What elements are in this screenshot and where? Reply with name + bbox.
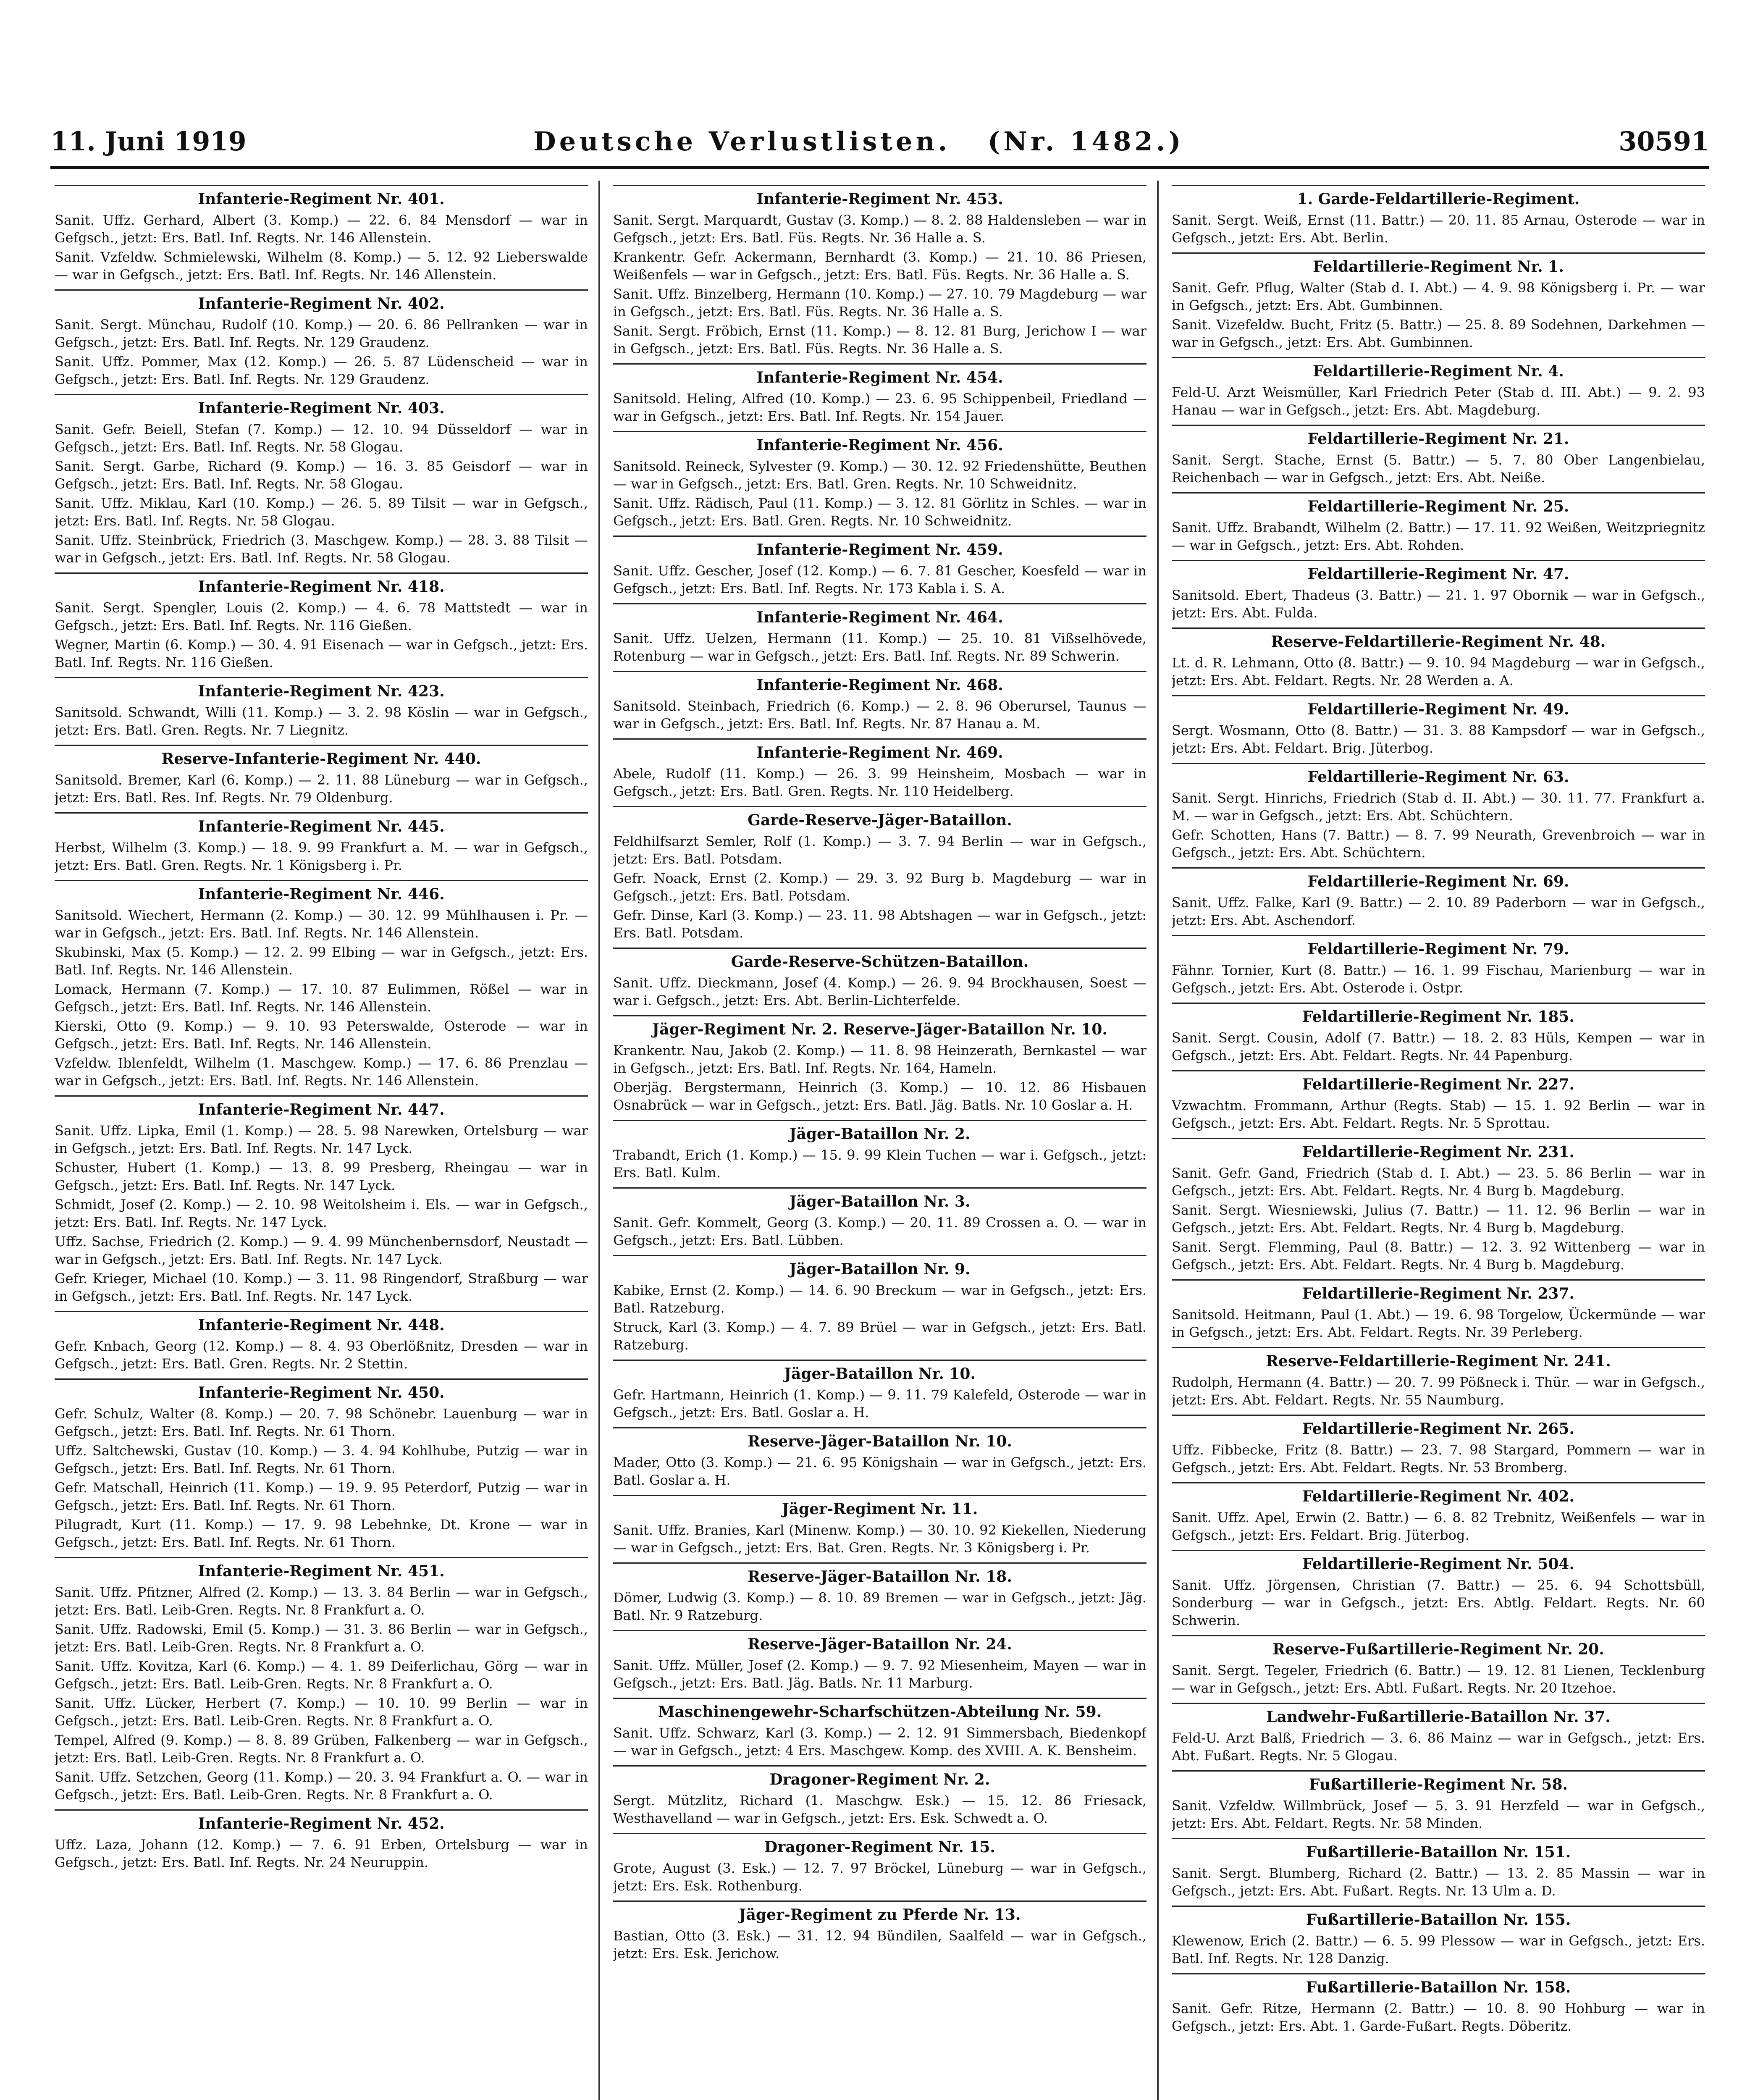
casualty-entry: Lt. d. R. Lehmann, Otto (8. Battr.) — 9. 10. 94 Magdeburg — war in Gefgsch., jetzt: Ers. Abt. Feldart. Regts. Nr. 28 Werden a. A. <box>1172 655 1705 688</box>
regiment-section <box>613 431 1146 530</box>
regiment-section <box>613 1698 1146 1759</box>
section-title: Feldartillerie-Regiment Nr. 237. <box>1172 1279 1705 1303</box>
section-title: Reserve-Feldartillerie-Regiment Nr. 241. <box>1172 1347 1705 1371</box>
casualty-entry: Sanit. Uffz. Uelzen, Hermann (11. Komp.) — 25. 10. 81 Vißselhövede, Rotenburg — war in Gefgsch., jetzt: Ers. Batl. Inf. Regts. Nr. 89 Schwerin. <box>613 630 1146 664</box>
casualty-entry: Sanit. Uffz. Kovitza, Karl (6. Komp.) — 4. 1. 89 Deiferlichau, Görg — war in Gefgsch., jetzt: Ers. Batl. Leib-Gren. Regts. Nr. 8 Frankfurt a. O. <box>55 1658 588 1692</box>
section-title: Infanterie-Regiment Nr. 447. <box>55 1095 588 1119</box>
section-title: Infanterie-Regiment Nr. 464. <box>613 603 1146 627</box>
regiment-section <box>55 677 588 739</box>
column-divider-1 <box>598 181 600 2100</box>
casualty-entry: Gefr. Hartmann, Heinrich (1. Komp.) — 9. 11. 79 Kalefeld, Osterode — war in Gefgsch., jetzt: Ers. Batl. Goslar a. H. <box>613 1387 1146 1420</box>
regiment-section <box>1172 1770 1705 1832</box>
section-title: Feldartillerie-Regiment Nr. 79. <box>1172 935 1705 959</box>
casualty-entry: Sanit. Sergt. Tegeler, Friedrich (6. Battr.) — 19. 12. 81 Lienen, Tecklenburg — war in Gefgsch., jetzt: Ers. Abtl. Fußart. Regts. Nr. 20 Itzehoe. <box>1172 1662 1705 1696</box>
casualty-entry: Sanit. Vzfeldw. Willmbrück, Josef — 5. 3. 91 Herzfeld — war in Gefgsch., jetzt: Ers. Abt. Feldart. Regts. Nr. 58 Minden. <box>1172 1798 1705 1831</box>
casualty-entry: Oberjäg. Bergstermann, Heinrich (3. Komp.) — 10. 12. 86 Hisbauen Osnabrück — war in Gefgsch., jetzt: Ers. Batl. Jäg. Batls. Nr. 10 Goslar a. H. <box>613 1079 1146 1113</box>
regiment-section <box>55 1095 588 1305</box>
casualty-entry: Gefr. Schotten, Hans (7. Battr.) — 8. 7. 99 Neurath, Grevenbroich — war in Gefgsch., jetzt: Ers. Abt. Schüchtern. <box>1172 827 1705 861</box>
section-title: Jäger-Regiment Nr. 11. <box>613 1495 1146 1519</box>
casualty-entry: Sanit. Uffz. Rädisch, Paul (11. Komp.) — 3. 12. 81 Görlitz in Schles. — war in Gefgsch., jetzt: Ers. Batl. Gren. Regts. Nr. 10 Schweidnitz. <box>613 495 1146 529</box>
casualty-entry: Sanit. Sergt. Garbe, Richard (9. Komp.) — 16. 3. 85 Geisdorf — war in Gefgsch., jetzt: Ers. Batl. Inf. Regts. Nr. 58 Glogau. <box>55 458 588 492</box>
regiment-section <box>613 1900 1146 1962</box>
casualty-entry: Vzfeldw. Iblenfeldt, Wilhelm (1. Maschgew. Komp.) — 17. 6. 86 Prenzlau — war in Gefgsch., jetzt: Ers. Batl. Inf. Regts. Nr. 146 Allenstein. <box>55 1055 588 1089</box>
section-title: Infanterie-Regiment Nr. 468. <box>613 671 1146 695</box>
casualty-entry: Gefr. Schulz, Walter (8. Komp.) — 20. 7. 98 Schönebr. Lauenburg — war in Gefgsch., jetzt: Ers. Batl. Inf. Regts. Nr. 61 Thorn. <box>55 1406 588 1439</box>
section-title: Infanterie-Regiment Nr. 456. <box>613 431 1146 455</box>
casualty-entry: Sanitsold. Schwandt, Willi (11. Komp.) — 3. 2. 98 Köslin — war in Gefgsch., jetzt: Ers. Batl. Gren. Regts. Nr. 7 Liegnitz. <box>55 704 588 738</box>
casualty-entry: Sanit. Uffz. Pfitzner, Alfred (2. Komp.) — 13. 3. 84 Berlin — war in Gefgsch., jetzt: Ers. Batl. Leib-Gren. Regts. Nr. 8 Frankfurt a. O. <box>55 1584 588 1618</box>
section-title: Dragoner-Regiment Nr. 2. <box>613 1765 1146 1789</box>
casualty-entry: Sanit. Gefr. Pflug, Walter (Stab d. I. Abt.) — 4. 9. 98 Königsberg i. Pr. — war in Gefgsch., jetzt: Ers. Abt. Gumbinnen. <box>1172 280 1705 313</box>
casualty-entry: Sergt. Wosmann, Otto (8. Battr.) — 31. 3. 88 Kampsdorf — war in Gefgsch., jetzt: Ers. Abt. Feldart. Brig. Jüterbog. <box>1172 722 1705 756</box>
casualty-entry: Sanit. Uffz. Gerhard, Albert (3. Komp.) — 22. 6. 84 Mensdorf — war in Gefgsch., jetzt: Ers. Batl. Inf. Regts. Nr. 146 Allenstein. <box>55 212 588 246</box>
casualty-entry: Sanit. Uffz. Pommer, Max (12. Komp.) — 26. 5. 87 Lüdenscheid — war in Gefgsch., jetzt: Ers. Batl. Inf. Regts. Nr. 129 Graudenz. <box>55 354 588 387</box>
casualty-entry: Sanitsold. Wiechert, Hermann (2. Komp.) — 30. 12. 99 Mühlhausen i. Pr. — war in Gefgsch., jetzt: Ers. Batl. Inf. Regts. Nr. 146 Allenstein. <box>55 907 588 941</box>
casualty-entry: Wegner, Martin (6. Komp.) — 30. 4. 91 Eisenach — war in Gefgsch., jetzt: Ers. Batl. Inf. Regts. Nr. 116 Gießen. <box>55 637 588 670</box>
casualty-entry: Lomack, Hermann (7. Komp.) — 17. 10. 87 Eulimmen, Rößel — war in Gefgsch., jetzt: Ers. Batl. Inf. Regts. Nr. 146 Allenstein. <box>55 981 588 1015</box>
section-title: Infanterie-Regiment Nr. 451. <box>55 1557 588 1581</box>
casualty-entry: Uffz. Laza, Johann (12. Komp.) — 7. 6. 91 Erben, Ortelsburg — war in Gefgsch., jetzt: Ers. Batl. Inf. Regts. Nr. 24 Neuruppin. <box>55 1837 588 1870</box>
casualty-entry: Klewenow, Erich (2. Battr.) — 6. 5. 99 Plessow — war in Gefgsch., jetzt: Ers. Batl. Inf. Regts. Nr. 128 Danzig. <box>1172 1933 1705 1966</box>
casualty-entry: Sanit. Uffz. Falke, Karl (9. Battr.) — 2. 10. 89 Paderborn — war in Gefgsch., jetzt: Ers. Abt. Aschendorf. <box>1172 895 1705 928</box>
regiment-section <box>613 948 1146 1009</box>
casualty-entry: Sanit. Gefr. Ritze, Hermann (2. Battr.) — 10. 8. 90 Hohburg — war in Gefgsch., jetzt: Ers. Abt. 1. Garde-Fußart. Regts. Döberitz. <box>1172 2000 1705 2034</box>
casualty-entry: Krankentr. Nau, Jakob (2. Komp.) — 11. 8. 98 Heinzerath, Bernkastel — war in Gefgsch., jetzt: Ers. Batl. Inf. Regts. Nr. 164, Hameln. <box>613 1042 1146 1076</box>
section-title: Feldartillerie-Regiment Nr. 227. <box>1172 1070 1705 1094</box>
regiment-section <box>613 1120 1146 1181</box>
regiment-section <box>613 185 1146 357</box>
regiment-section <box>613 1833 1146 1895</box>
section-title: Fußartillerie-Bataillon Nr. 158. <box>1172 1973 1705 1997</box>
casualty-entry: Sanitsold. Heling, Alfred (10. Komp.) — 23. 6. 95 Schippenbeil, Friedland — war in Gefgsch., jetzt: Ers. Batl. Inf. Regts. Nr. 154 Jauer. <box>613 391 1146 424</box>
section-title: Feldartillerie-Regiment Nr. 231. <box>1172 1138 1705 1162</box>
section-title: Jäger-Bataillon Nr. 10. <box>613 1360 1146 1383</box>
regiment-section <box>1172 1703 1705 1764</box>
casualty-entry: Sanit. Uffz. Jörgensen, Christian (7. Battr.) — 25. 6. 94 Schottsbüll, Sonderburg — war in Gefgsch., jetzt: Ers. Abtlg. Feldart. Regts. Nr. 60 Schwerin. <box>1172 1577 1705 1628</box>
regiment-section <box>1172 1973 1705 2035</box>
regiment-section <box>613 1427 1146 1489</box>
section-title: Infanterie-Regiment Nr. 446. <box>55 880 588 904</box>
regiment-section <box>1172 1070 1705 1132</box>
casualty-entry: Sanit. Sergt. Flemming, Paul (8. Battr.) — 12. 3. 92 Wittenberg — war in Gefgsch., jetzt: Ers. Abt. Feldart. Regts. Nr. 4 Burg b. Magdeburg. <box>1172 1239 1705 1273</box>
casualty-entry: Sanit. Uffz. Apel, Erwin (2. Battr.) — 6. 8. 82 Trebnitz, Weißenfels — war in Gefgsch., jetzt: Ers. Feldart. Brig. Jüterbog. <box>1172 1509 1705 1543</box>
regiment-section <box>55 1311 588 1373</box>
casualty-entry: Sanit. Vizefeldw. Bucht, Fritz (5. Battr.) — 25. 8. 89 Sodehnen, Darkehmen — war in Gefgsch., jetzt: Ers. Abt. Gumbinnen. <box>1172 317 1705 350</box>
casualty-entry: Struck, Karl (3. Komp.) — 4. 7. 89 Brüel — war in Gefgsch., jetzt: Ers. Batl. Ratzeburg. <box>613 1319 1146 1353</box>
casualty-entry: Sanit. Sergt. Stache, Ernst (5. Battr.) — 5. 7. 80 Ober Langenbielau, Reichenbach — war in Gefgsch., jetzt: Ers. Abt. Neiße. <box>1172 452 1705 486</box>
regiment-section <box>1172 1550 1705 1629</box>
regiment-section <box>1172 1906 1705 1967</box>
casualty-entry: Uffz. Sachse, Friedrich (2. Komp.) — 9. 4. 99 Münchenbernsdorf, Neustadt — war in Gefgsch., jetzt: Ers. Batl. Inf. Regts. Nr. 147 Lyck. <box>55 1234 588 1267</box>
casualty-entry: Sanit. Uffz. Branies, Karl (Minenw. Komp.) — 30. 10. 92 Kiekellen, Niederung — war in Gefgsch., jetzt: Ers. Bat. Gren. Regts. Nr. 3 Königsberg i. Pr. <box>613 1522 1146 1556</box>
section-title: Reserve-Feldartillerie-Regiment Nr. 48. <box>1172 627 1705 651</box>
section-title: Infanterie-Regiment Nr. 445. <box>55 812 588 836</box>
regiment-section <box>1172 867 1705 929</box>
publication-title: Deutsche Verlustlisten. <box>533 126 951 157</box>
regiment-section <box>1172 627 1705 689</box>
casualty-entry: Sanit. Uffz. Lipka, Emil (1. Komp.) — 28. 5. 98 Narewken, Ortelsburg — war in Gefgsch., jetzt: Ers. Batl. Inf. Regts. Nr. 147 Lyck. <box>55 1123 588 1156</box>
casualty-entry: Sergt. Mützlitz, Richard (1. Maschgw. Esk.) — 15. 12. 86 Friesack, Westhavelland — war in Gefgsch., jetzt: Ers. Esk. Schwedt a. O. <box>613 1793 1146 1826</box>
section-title: Feldartillerie-Regiment Nr. 4. <box>1172 357 1705 381</box>
section-title: Reserve-Jäger-Bataillon Nr. 10. <box>613 1427 1146 1451</box>
section-title: Feldartillerie-Regiment Nr. 25. <box>1172 492 1705 516</box>
casualty-entry: Sanit. Uffz. Miklau, Karl (10. Komp.) — 26. 5. 89 Tilsit — war in Gefgsch., jetzt: Ers. Batl. Inf. Regts. Nr. 58 Glogau. <box>55 495 588 529</box>
casualty-entry: Sanitsold. Ebert, Thadeus (3. Battr.) — 21. 1. 97 Obornik — war in Gefgsch., jetzt: Ers. Abt. Fulda. <box>1172 587 1705 621</box>
section-title: Feldartillerie-Regiment Nr. 185. <box>1172 1003 1705 1026</box>
regiment-section <box>613 1562 1146 1624</box>
regiment-section <box>1172 935 1705 997</box>
regiment-section <box>1172 252 1705 351</box>
casualty-entry: Grote, August (3. Esk.) — 12. 7. 97 Bröckel, Lüneburg — war in Gefgsch., jetzt: Ers. Esk. Rothenburg. <box>613 1860 1146 1894</box>
section-title: Infanterie-Regiment Nr. 469. <box>613 738 1146 762</box>
casualty-entry: Feld-U. Arzt Balß, Friedrich — 3. 6. 86 Mainz — war in Gefgsch., jetzt: Ers. Abt. Fußart. Regts. Nr. 5 Glogau. <box>1172 1730 1705 1764</box>
section-title: Landwehr-Fußartillerie-Bataillon Nr. 37. <box>1172 1703 1705 1727</box>
casualty-entry: Sanit. Gefr. Gand, Friedrich (Stab d. I. Abt.) — 23. 5. 86 Berlin — war in Gefgsch., jetzt: Ers. Abt. Feldart. Regts. Nr. 4 Burg b. Magdeburg. <box>1172 1165 1705 1199</box>
casualty-entry: Sanit. Sergt. Blumberg, Richard (2. Battr.) — 13. 2. 85 Massin — war in Gefgsch., jetzt: Ers. Abt. Fußart. Regts. Nr. 13 Ulm a. D. <box>1172 1865 1705 1899</box>
casualty-entry: Uffz. Saltchewski, Gustav (10. Komp.) — 3. 4. 94 Kohlhube, Putzig — war in Gefgsch., jetzt: Ers. Batl. Inf. Regts. Nr. 61 Thorn. <box>55 1443 588 1476</box>
casualty-entry: Sanit. Uffz. Gescher, Josef (12. Komp.) — 6. 7. 81 Gescher, Koesfeld — war in Gefgsch., jetzt: Ers. Batl. Inf. Regts. Nr. 173 Kabla i. S. A. <box>613 563 1146 596</box>
casualty-entry: Trabandt, Erich (1. Komp.) — 15. 9. 99 Klein Tuchen — war i. Gefgsch., jetzt: Ers. Batl. Kulm. <box>613 1147 1146 1181</box>
regiment-section <box>1172 185 1705 247</box>
section-title: Jäger-Bataillon Nr. 2. <box>613 1120 1146 1144</box>
casualty-entry: Sanit. Uffz. Schwarz, Karl (3. Komp.) — 2. 12. 91 Simmersbach, Biedenkopf — war in Gefgsch., jetzt: 4 Ers. Maschgew. Komp. des XVIII. A. K. Bensheim. <box>613 1725 1146 1759</box>
casualty-entry: Feld-U. Arzt Weismüller, Karl Friedrich Peter (Stab d. III. Abt.) — 9. 2. 93 Hanau — war in Gefgsch., jetzt: Ers. Abt. Magdeburg. <box>1172 384 1705 418</box>
column-divider-2 <box>1157 181 1159 2100</box>
header-rule <box>50 166 1709 169</box>
casualty-entry: Sanit. Uffz. Radowski, Emil (5. Komp.) — 31. 3. 86 Berlin — war in Gefgsch., jetzt: Ers. Batl. Leib-Gren. Regts. Nr. 8 Frankfurt a. O. <box>55 1621 588 1655</box>
section-title: Infanterie-Regiment Nr. 418. <box>55 572 588 596</box>
regiment-section <box>613 1360 1146 1421</box>
casualty-entry: Schuster, Hubert (1. Komp.) — 13. 8. 99 Presberg, Rheingau — war in Gefgsch., jetzt: Ers. Batl. Inf. Regts. Nr. 147 Lyck. <box>55 1160 588 1193</box>
regiment-section <box>1172 1279 1705 1341</box>
section-title: 1. Garde-Feldartillerie-Regiment. <box>1172 185 1705 209</box>
page-title <box>533 126 1184 157</box>
section-title: Infanterie-Regiment Nr. 454. <box>613 363 1146 387</box>
regiment-section <box>613 1495 1146 1557</box>
section-title: Jäger-Regiment Nr. 2. Reserve-Jäger-Bataillon Nr. 10. <box>613 1015 1146 1039</box>
section-title: Feldartillerie-Regiment Nr. 47. <box>1172 560 1705 584</box>
section-title: Infanterie-Regiment Nr. 402. <box>55 289 588 313</box>
regiment-section <box>1172 1003 1705 1064</box>
section-title: Feldartillerie-Regiment Nr. 49. <box>1172 695 1705 719</box>
page-date: 11. Juni 1919 <box>50 126 247 157</box>
casualty-entry: Sanit. Sergt. Spengler, Louis (2. Komp.) — 4. 6. 78 Mattstedt — war in Gefgsch., jetzt: Ers. Batl. Inf. Regts. Nr. 116 Gießen. <box>55 600 588 633</box>
section-title: Fußartillerie-Regiment Nr. 58. <box>1172 1770 1705 1794</box>
column-3 <box>1172 181 1705 2100</box>
column-2 <box>613 181 1146 2100</box>
casualty-entry: Vzwachtm. Frommann, Arthur (Regts. Stab) — 15. 1. 92 Berlin — war in Gefgsch., jetzt: Ers. Abt. Feldart. Regts. Nr. 5 Sprottau. <box>1172 1097 1705 1131</box>
casualty-entry: Sanitsold. Heitmann, Paul (1. Abt.) — 19. 6. 98 Torgelow, Ückermünde — war in Gefgsch., jetzt: Ers. Abt. Feldart. Regts. Nr. 39 Perleberg. <box>1172 1307 1705 1340</box>
regiment-section <box>1172 357 1705 419</box>
section-title: Jäger-Regiment zu Pferde Nr. 13. <box>613 1900 1146 1924</box>
regiment-section <box>55 880 588 1089</box>
casualty-entry: Sanit. Uffz. Binzelberg, Hermann (10. Komp.) — 27. 10. 79 Magdeburg — war in Gefgsch., jetzt: Ers. Batl. Füs. Regts. Nr. 36 Halle a. S. <box>613 286 1146 320</box>
regiment-section <box>55 394 588 567</box>
casualty-entry: Abele, Rudolf (11. Komp.) — 26. 3. 99 Heinsheim, Mosbach — war in Gefgsch., jetzt: Ers. Batl. Gren. Regts. Nr. 110 Heidelberg. <box>613 766 1146 799</box>
casualty-entry: Kierski, Otto (9. Komp.) — 9. 10. 93 Peterswalde, Osterode — war in Gefgsch., jetzt: Ers. Batl. Inf. Regts. Nr. 146 Allenstein. <box>55 1018 588 1052</box>
casualty-entry: Gefr. Noack, Ernst (2. Komp.) — 29. 3. 92 Burg b. Magdeburg — war in Gefgsch., jetzt: Ers. Batl. Potsdam. <box>613 870 1146 904</box>
casualty-entry: Mader, Otto (3. Komp.) — 21. 6. 95 Königshain — war in Gefgsch., jetzt: Ers. Batl. Goslar a. H. <box>613 1454 1146 1488</box>
section-title: Feldartillerie-Regiment Nr. 63. <box>1172 763 1705 787</box>
section-title: Infanterie-Regiment Nr. 403. <box>55 394 588 418</box>
section-title: Infanterie-Regiment Nr. 423. <box>55 677 588 701</box>
casualty-entry: Sanit. Uffz. Brabandt, Wilhelm (2. Battr.) — 17. 11. 92 Weißen, Weitzpriegnitz — war in Gefgsch., jetzt: Ers. Abt. Rohden. <box>1172 520 1705 553</box>
section-title: Infanterie-Regiment Nr. 452. <box>55 1809 588 1833</box>
casualty-entry: Sanit. Sergt. Münchau, Rudolf (10. Komp.) — 20. 6. 86 Pellranken — war in Gefgsch., jetzt: Ers. Batl. Inf. Regts. Nr. 129 Graudenz. <box>55 317 588 350</box>
casualty-entry: Kabike, Ernst (2. Komp.) — 14. 6. 90 Breckum — war in Gefgsch., jetzt: Ers. Batl. Ratzeburg. <box>613 1282 1146 1316</box>
regiment-section <box>55 1378 588 1551</box>
section-title: Infanterie-Regiment Nr. 459. <box>613 536 1146 559</box>
casualty-entry: Schmidt, Josef (2. Komp.) — 2. 10. 98 Weitolsheim i. Els. — war in Gefgsch., jetzt: Ers. Batl. Inf. Regts. Nr. 147 Lyck. <box>55 1197 588 1230</box>
casualty-entry: Pilugradt, Kurt (11. Komp.) — 17. 9. 98 Lebehnke, Dt. Krone — war in Gefgsch., jetzt: Ers. Batl. Inf. Regts. Nr. 61 Thorn. <box>55 1517 588 1550</box>
section-title: Reserve-Fußartillerie-Regiment Nr. 20. <box>1172 1635 1705 1659</box>
section-title: Jäger-Bataillon Nr. 3. <box>613 1187 1146 1211</box>
section-title: Fußartillerie-Bataillon Nr. 151. <box>1172 1838 1705 1862</box>
casualty-entry: Skubinski, Max (5. Komp.) — 12. 2. 99 Elbing — war in Gefgsch., jetzt: Ers. Batl. Inf. Regts. Nr. 146 Allenstein. <box>55 944 588 978</box>
regiment-section <box>55 185 588 284</box>
regiment-section <box>613 536 1146 597</box>
casualty-entry: Fähnr. Tornier, Kurt (8. Battr.) — 16. 1. 99 Fischau, Marienburg — war in Gefgsch., jetzt: Ers. Abt. Osterode i. Ostpr. <box>1172 962 1705 996</box>
section-title: Fußartillerie-Bataillon Nr. 155. <box>1172 1906 1705 1929</box>
regiment-section <box>613 603 1146 665</box>
section-title: Jäger-Bataillon Nr. 9. <box>613 1255 1146 1279</box>
regiment-section <box>1172 695 1705 757</box>
section-title: Maschinengewehr-Scharfschützen-Abteilung Nr. 59. <box>613 1698 1146 1722</box>
regiment-section <box>613 1015 1146 1114</box>
regiment-section <box>1172 1482 1705 1544</box>
regiment-section <box>1172 425 1705 486</box>
regiment-section <box>613 1255 1146 1354</box>
section-title: Feldartillerie-Regiment Nr. 1. <box>1172 252 1705 276</box>
regiment-section <box>1172 1138 1705 1273</box>
casualty-entry: Sanitsold. Bremer, Karl (6. Komp.) — 2. 11. 88 Lüneburg — war in Gefgsch., jetzt: Ers. Batl. Res. Inf. Regts. Nr. 79 Oldenburg. <box>55 772 588 806</box>
casualty-entry: Herbst, Wilhelm (3. Komp.) — 18. 9. 99 Frankfurt a. M. — war in Gefgsch., jetzt: Ers. Batl. Gren. Regts. Nr. 1 Königsberg i. Pr. <box>55 840 588 873</box>
casualty-entry: Sanit. Sergt. Cousin, Adolf (7. Battr.) — 18. 2. 83 Hüls, Kempen — war in Gefgsch., jetzt: Ers. Abt. Feldart. Regts. Nr. 44 Papenburg. <box>1172 1030 1705 1063</box>
regiment-section <box>1172 492 1705 554</box>
regiment-section <box>1172 1347 1705 1409</box>
section-title: Dragoner-Regiment Nr. 15. <box>613 1833 1146 1857</box>
casualty-entry: Sanit. Sergt. Wiesniewski, Julius (7. Battr.) — 11. 12. 96 Berlin — war in Gefgsch., jetzt: Ers. Abt. Feldart. Regts. Nr. 4 Burg b. Magdeburg. <box>1172 1202 1705 1236</box>
regiment-section <box>55 1557 588 1803</box>
casualty-entry: Sanitsold. Reineck, Sylvester (9. Komp.) — 30. 12. 92 Friedenshütte, Beuthen — war in Gefgsch., jetzt: Ers. Batl. Gren. Regts. Nr. 10 Schweidnitz. <box>613 458 1146 492</box>
issue-number: (Nr. 1482.) <box>987 126 1184 157</box>
casualty-entry: Krankentr. Gefr. Ackermann, Bernhardt (3. Komp.) — 21. 10. 86 Priesen, Weißenfels — war in Gefgsch., jetzt: Ers. Batl. Füs. Regts. Nr. 36 Halle a. S. <box>613 249 1146 283</box>
regiment-section <box>55 572 588 671</box>
casualty-entry: Sanit. Gefr. Beiell, Stefan (7. Komp.) — 12. 10. 94 Düsseldorf — war in Gefgsch., jetzt: Ers. Batl. Inf. Regts. Nr. 58 Glogau. <box>55 421 588 455</box>
casualty-entry: Bastian, Otto (3. Esk.) — 31. 12. 94 Bündilen, Saalfeld — war in Gefgsch., jetzt: Ers. Esk. Jerichow. <box>613 1928 1146 1961</box>
casualty-entry: Sanit. Uffz. Steinbrück, Friedrich (3. Maschgew. Komp.) — 28. 3. 88 Tilsit — war in Gefgsch., jetzt: Ers. Batl. Inf. Regts. Nr. 58 Glogau. <box>55 532 588 566</box>
casualty-entry: Gefr. Krieger, Michael (10. Komp.) — 3. 11. 98 Ringendorf, Straßburg — war in Gefgsch., jetzt: Ers. Batl. Inf. Regts. Nr. 147 Lyck. <box>55 1270 588 1304</box>
casualty-entry: Uffz. Fibbecke, Fritz (8. Battr.) — 23. 7. 98 Stargard, Pommern — war in Gefgsch., jetzt: Ers. Abt. Feldart. Regts. Nr. 53 Bromberg. <box>1172 1442 1705 1475</box>
page-number: 30591 <box>1619 126 1709 157</box>
casualty-entry: Gefr. Matschall, Heinrich (11. Komp.) — 19. 9. 95 Peterdorf, Putzig — war in Gefgsch., jetzt: Ers. Batl. Inf. Regts. Nr. 61 Thorn. <box>55 1480 588 1513</box>
section-title: Infanterie-Regiment Nr. 401. <box>55 185 588 209</box>
casualty-entry: Sanit. Gefr. Kommelt, Georg (3. Komp.) — 20. 11. 89 Crossen a. O. — war in Gefgsch., jetzt: Ers. Batl. Lübben. <box>613 1215 1146 1248</box>
regiment-section <box>613 1630 1146 1692</box>
regiment-section <box>1172 1838 1705 1900</box>
casualty-entry: Tempel, Alfred (9. Komp.) — 8. 8. 89 Grüben, Falkenberg — war in Gefgsch., jetzt: Ers. Batl. Leib-Gren. Regts. Nr. 8 Frankfurt a. O. <box>55 1732 588 1766</box>
section-title: Reserve-Infanterie-Regiment Nr. 440. <box>55 745 588 769</box>
section-title: Reserve-Jäger-Bataillon Nr. 24. <box>613 1630 1146 1654</box>
casualty-entry: Sanit. Vzfeldw. Schmielewski, Wilhelm (8. Komp.) — 5. 12. 92 Lieberswalde — war in Gefgsch., jetzt: Ers. Batl. Inf. Regts. Nr. 146 Allenstein. <box>55 249 588 283</box>
section-title: Feldartillerie-Regiment Nr. 504. <box>1172 1550 1705 1574</box>
casualty-entry: Sanitsold. Steinbach, Friedrich (6. Komp.) — 2. 8. 96 Oberursel, Taunus — war in Gefgsch., jetzt: Ers. Batl. Inf. Regts. Nr. 87 Hanau a. M. <box>613 698 1146 732</box>
regiment-section <box>1172 1415 1705 1476</box>
section-title: Infanterie-Regiment Nr. 448. <box>55 1311 588 1335</box>
column-1 <box>55 181 588 2100</box>
casualty-entry: Sanit. Uffz. Lücker, Herbert (7. Komp.) — 10. 10. 99 Berlin — war in Gefgsch., jetzt: Ers. Batl. Leib-Gren. Regts. Nr. 8 Frankfurt a. O. <box>55 1695 588 1729</box>
casualty-entry: Dömer, Ludwig (3. Komp.) — 8. 10. 89 Bremen — war in Gefgsch., jetzt: Jäg. Batl. Nr. 9 Ratzeburg. <box>613 1590 1146 1623</box>
casualty-entry: Sanit. Sergt. Fröbich, Ernst (11. Komp.) — 8. 12. 81 Burg, Jerichow I — war in Gefgsch., jetzt: Ers. Batl. Füs. Regts. Nr. 36 Halle a. S. <box>613 323 1146 357</box>
section-title: Feldartillerie-Regiment Nr. 69. <box>1172 867 1705 891</box>
casualty-entry: Sanit. Sergt. Weiß, Ernst (11. Battr.) — 20. 11. 85 Arnau, Osterode — war in Gefgsch., jetzt: Ers. Abt. Berlin. <box>1172 212 1705 246</box>
regiment-section <box>613 1765 1146 1827</box>
regiment-section <box>613 806 1146 942</box>
regiment-section <box>613 363 1146 425</box>
casualty-entry: Sanit. Uffz. Setzchen, Georg (11. Komp.) — 20. 3. 94 Frankfurt a. O. — war in Gefgsch., jetzt: Ers. Batl. Leib-Gren. Regts. Nr. 8 Frankfurt a. O. <box>55 1769 588 1803</box>
casualty-entry: Gefr. Knbach, Georg (12. Komp.) — 8. 4. 93 Oberlößnitz, Dresden — war in Gefgsch., jetzt: Ers. Batl. Gren. Regts. Nr. 2 Stettin. <box>55 1338 588 1372</box>
casualty-entry: Gefr. Dinse, Karl (3. Komp.) — 23. 11. 98 Abtshagen — war in Gefgsch., jetzt: Ers. Batl. Potsdam. <box>613 907 1146 941</box>
section-title: Infanterie-Regiment Nr. 453. <box>613 185 1146 209</box>
section-title: Reserve-Jäger-Bataillon Nr. 18. <box>613 1562 1146 1586</box>
regiment-section <box>55 1809 588 1871</box>
regiment-section <box>1172 1635 1705 1697</box>
casualty-entry: Sanit. Uffz. Müller, Josef (2. Komp.) — 9. 7. 92 Miesenheim, Mayen — war in Gefgsch., jetzt: Ers. Batl. Jäg. Batls. Nr. 11 Marburg. <box>613 1657 1146 1691</box>
section-title: Feldartillerie-Regiment Nr. 21. <box>1172 425 1705 449</box>
regiment-section <box>613 671 1146 732</box>
regiment-section <box>55 745 588 806</box>
regiment-section <box>613 738 1146 800</box>
section-title: Garde-Reserve-Schützen-Bataillon. <box>613 948 1146 971</box>
casualty-entry: Rudolph, Hermann (4. Battr.) — 20. 7. 99 Pößneck i. Thür. — war in Gefgsch., jetzt: Ers. Abt. Feldart. Regts. Nr. 55 Naumburg. <box>1172 1374 1705 1408</box>
regiment-section <box>613 1187 1146 1249</box>
casualty-entry: Sanit. Uffz. Dieckmann, Josef (4. Komp.) — 26. 9. 94 Brockhausen, Soest — war i. Gefgsch., jetzt: Ers. Abt. Berlin-Lichterfelde. <box>613 975 1146 1008</box>
section-title: Feldartillerie-Regiment Nr. 402. <box>1172 1482 1705 1506</box>
section-title: Feldartillerie-Regiment Nr. 265. <box>1172 1415 1705 1438</box>
section-title: Garde-Reserve-Jäger-Bataillon. <box>613 806 1146 830</box>
casualty-entry: Sanit. Sergt. Marquardt, Gustav (3. Komp.) — 8. 2. 88 Haldensleben — war in Gefgsch., jetzt: Ers. Batl. Füs. Regts. Nr. 36 Halle a. S. <box>613 212 1146 246</box>
casualty-entry: Sanit. Sergt. Hinrichs, Friedrich (Stab d. II. Abt.) — 30. 11. 77. Frankfurt a. M. — war in Gefgsch., jetzt: Ers. Abt. Schüchtern. <box>1172 790 1705 824</box>
regiment-section <box>55 812 588 874</box>
regiment-section <box>1172 560 1705 622</box>
regiment-section <box>55 289 588 388</box>
section-title: Infanterie-Regiment Nr. 450. <box>55 1378 588 1402</box>
page-header <box>50 126 1709 164</box>
casualty-entry: Feldhilfsarzt Semler, Rolf (1. Komp.) — 3. 7. 94 Berlin — war in Gefgsch., jetzt: Ers. Batl. Potsdam. <box>613 833 1146 867</box>
regiment-section <box>1172 763 1705 861</box>
